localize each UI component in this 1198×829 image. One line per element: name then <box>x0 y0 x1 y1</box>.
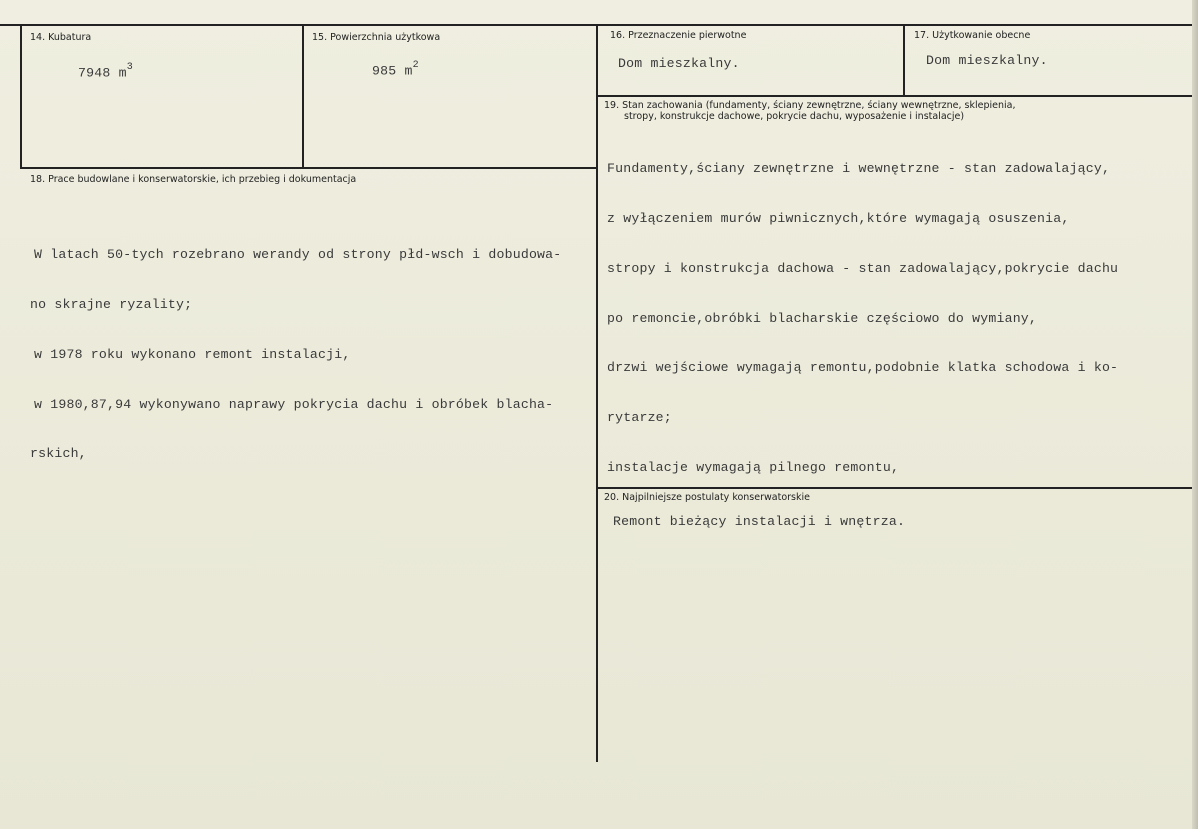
field-19-line: drzwi wejściowe wymagają remontu,podobnie klatka schodowa i ko- <box>607 360 1119 376</box>
field-19-label-line2: stropy, konstrukcje dachowe, pokrycie dachu, wyposażenie i instalacje) <box>624 111 965 122</box>
field-20-label: 20. Najpilniejsze postulaty konserwatorskie <box>604 492 810 503</box>
field-18-line: W latach 50-tych rozebrano werandy od strony płd-wsch i dobudowa- <box>34 247 562 263</box>
kubatura-number: 7948 <box>78 65 111 81</box>
area-unit: m <box>404 63 413 79</box>
field-18-line: rskich, <box>30 446 87 462</box>
field-14-value <box>78 62 133 82</box>
field-15-value <box>372 60 419 80</box>
col-divider-16-17 <box>903 24 905 96</box>
field-19-label-line1: 19. Stan zachowania (fundamenty, ściany zewnętrzne, ściany wewnętrzne, sklepienia, <box>604 100 1016 111</box>
field-19-line: rytarze; <box>607 410 672 426</box>
area-number: 985 <box>372 63 397 79</box>
field-17-label: 17. Użytkowanie obecne <box>914 30 1031 41</box>
field-17-value: Dom mieszkalny. <box>926 53 1048 68</box>
field-18-line: no skrajne ryzality; <box>30 296 193 312</box>
field-19-text <box>607 128 1118 510</box>
field-19-line: stropy i konstrukcja dachowa - stan zadowalający,pokrycie dachu <box>607 260 1119 276</box>
field-18-line: w 1978 roku wykonano remont instalacji, <box>34 346 351 362</box>
field-14-label: 14. Kubatura <box>30 32 92 43</box>
field-18-line: w 1980,87,94 wykonywano naprawy pokrycia dachu i obróbek blacha- <box>34 396 554 412</box>
left-border <box>20 24 22 168</box>
kubatura-exponent: 3 <box>126 62 133 73</box>
card-edge <box>1192 0 1198 829</box>
field-15-label: 15. Powierzchnia użytkowa <box>312 32 441 43</box>
field-19-line: po remoncie,obróbki blacharskie częściowo do wymiany, <box>607 310 1038 326</box>
field-16-label: 16. Przeznaczenie pierwotne <box>610 30 747 41</box>
field-18-label: 18. Prace budowlane i konserwatorskie, ich przebieg i dokumentacja <box>30 174 357 185</box>
area-exponent: 2 <box>412 60 419 71</box>
col-divider-main <box>596 24 598 762</box>
field-19-line: Fundamenty,ściany zewnętrzne i wewnętrzne - stan zadowalający, <box>607 161 1111 177</box>
field-18-text <box>30 214 561 496</box>
field-20-value: Remont bieżący instalacji i wnętrza. <box>613 514 906 529</box>
field-19-line: z wyłączeniem murów piwnicznych,które wymagają osuszenia, <box>607 210 1070 226</box>
field-19-line: instalacje wymagają pilnego remontu, <box>607 459 900 475</box>
row-divider-left <box>20 167 597 169</box>
row-divider-right-upper <box>597 95 1192 97</box>
field-16-value: Dom mieszkalny. <box>618 56 740 71</box>
col-divider-14-15 <box>302 24 304 168</box>
field-19-label <box>604 100 1015 122</box>
kubatura-unit: m <box>118 65 127 81</box>
